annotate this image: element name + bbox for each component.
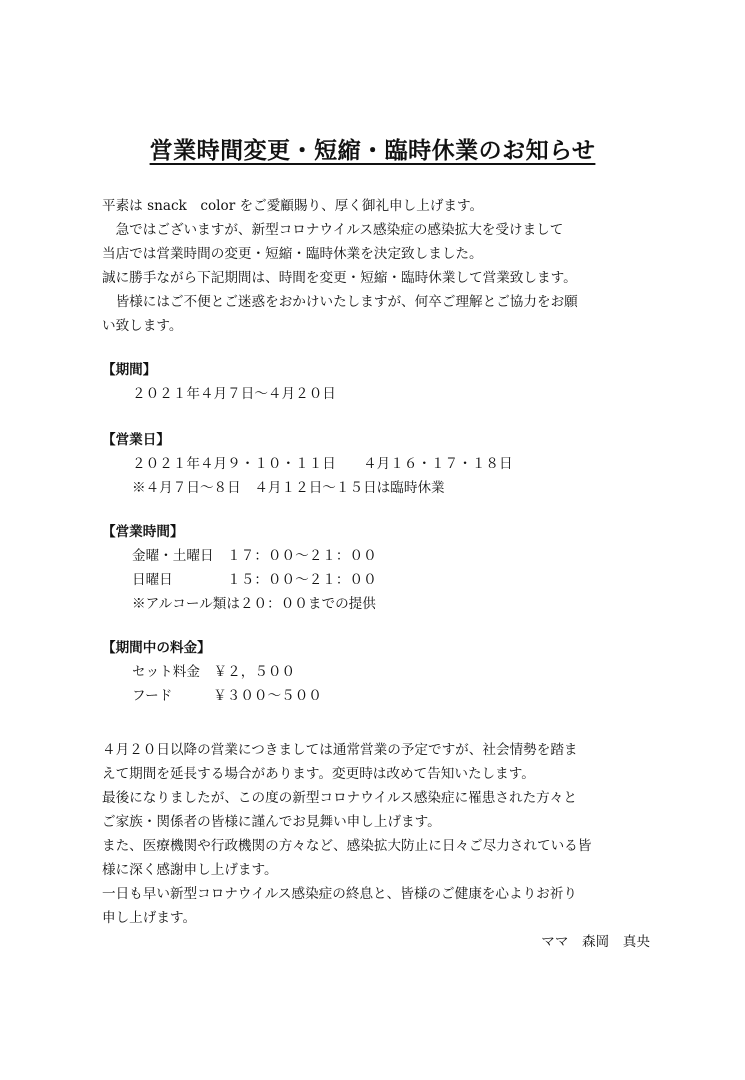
closing-line: 様に深く感謝申し上げます。 [102,862,278,878]
business-days-line: ２０２１年４月９・１０・１１日 ４月１６・１７・１８日 [132,456,513,472]
closing-line: ４月２０日以降の営業につきましては通常営業の予定ですが、社会情勢を踏ま [102,742,578,758]
period-line: ２０２１年４月７日〜４月２０日 [132,386,336,402]
fees-line: セット料金 ￥２，５００ [132,664,296,680]
intro-line: 誠に勝手ながら下記期間は、時間を変更・短縮・臨時休業して営業致します。 [102,270,577,286]
signature: ママ 森岡 真央 [541,934,650,950]
closing-line: 最後になりましたが、この度の新型コロナウイルス感染症に罹患された方々と [102,790,577,806]
hours-line: 日曜日 １５：００〜２１：００ [132,572,377,588]
intro-line: い致します。 [102,318,183,334]
intro-line: 皆様にはご不便とご迷惑をおかけいたしますが、何卒ご理解とご協力をお願 [102,294,578,310]
closing-line: 申し上げます。 [102,910,197,926]
page-title-text: 営業時間変更・短縮・臨時休業のお知らせ [149,138,596,164]
closing-line: 一日も早い新型コロナウイルス感染症の終息と、皆様のご健康を心よりお祈り [102,886,577,902]
business-days-note: ※４月７日〜８日 ４月１２日〜１５日は臨時休業 [132,480,445,496]
fees-heading: 【期間中の料金】 [102,640,211,656]
closing-line: ご家族・関係者の皆様に謹んでお見舞い申し上げます。 [102,814,441,830]
intro-line: 当店では営業時間の変更・短縮・臨時休業を決定致しました。 [102,246,483,262]
intro-line: 急ではございますが、新型コロナウイルス感染症の感染拡大を受けまして [102,222,564,238]
page-title [0,132,745,165]
business-days-heading: 【営業日】 [102,432,170,448]
period-heading: 【期間】 [102,362,157,378]
hours-heading: 【営業時間】 [102,524,184,540]
closing-line: えて期間を延長する場合があります。変更時は改めて告知いたします。 [102,766,535,782]
fees-line: フード ￥３００〜５００ [132,688,322,704]
hours-line: 金曜・土曜日 １７：００〜２１：００ [132,548,377,564]
hours-note: ※アルコール類は２０：００までの提供 [132,596,376,612]
intro-line: 平素は snack color をご愛顧賜り、厚く御礼申し上げます。 [102,198,484,214]
closing-line: また、医療機関や行政機関の方々など、感染拡大防止に日々ご尽力されている皆 [102,838,592,854]
